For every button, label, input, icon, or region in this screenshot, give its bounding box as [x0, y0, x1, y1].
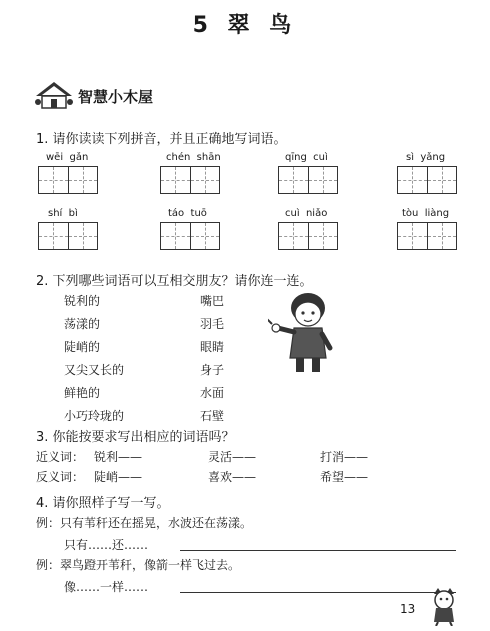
left-word-1[interactable]: 锐利的 [64, 294, 101, 308]
cat-mascot-icon [424, 586, 464, 626]
example-2: 例：翠鸟蹬开苇秆，像箭一样飞过去。 [36, 558, 241, 572]
writing-grid-3[interactable] [278, 166, 338, 194]
left-word-3[interactable]: 陡峭的 [64, 340, 101, 354]
writing-grid-7[interactable] [278, 222, 338, 250]
right-word-1[interactable]: 嘴巴 [200, 294, 225, 308]
synonym-label: 近义词： [36, 450, 85, 464]
example-1: 例：只有苇秆还在摇晃，水波还在荡漾。 [36, 516, 253, 530]
writing-grid-4[interactable] [397, 166, 457, 194]
right-word-4[interactable]: 身子 [200, 363, 225, 377]
writing-grid-1[interactable] [38, 166, 98, 194]
right-word-3[interactable]: 眼睛 [200, 340, 225, 354]
antonym-label: 反义词： [36, 470, 85, 484]
antonym-c[interactable]: 希望—— [320, 470, 369, 484]
lesson-title: 5 翠 鸟 [192, 13, 298, 38]
fill-1-prompt: 只有……还…… [64, 538, 149, 552]
antonym-a[interactable]: 陡峭—— [94, 470, 143, 484]
synonym-a[interactable]: 锐利—— [94, 450, 143, 464]
pinyin-1: wēi gǎn [46, 152, 89, 163]
left-word-5[interactable]: 鲜艳的 [64, 386, 101, 400]
q3-prompt: 3. 你能按要求写出相应的词语吗？ [36, 430, 235, 445]
section-title: 智慧小木屋 [78, 88, 154, 106]
right-word-6[interactable]: 石壁 [200, 409, 225, 423]
boy-illustration [268, 286, 340, 376]
left-word-2[interactable]: 荡漾的 [64, 317, 101, 331]
right-word-5[interactable]: 水面 [200, 386, 225, 400]
fill-2-prompt: 像……一样…… [64, 580, 149, 594]
q1-prompt: 1. 请你读读下列拼音，并且正确地写词语。 [36, 132, 287, 147]
pinyin-3: qīng cuì [285, 152, 328, 163]
right-word-2[interactable]: 羽毛 [200, 317, 225, 331]
writing-grid-8[interactable] [397, 222, 457, 250]
pinyin-6: táo tuō [168, 208, 207, 219]
synonym-c[interactable]: 打消—— [320, 450, 369, 464]
q4-prompt: 4. 请你照样子写一写。 [36, 496, 170, 511]
pinyin-5: shí bì [48, 208, 78, 219]
pinyin-2: chén shān [166, 152, 221, 163]
antonym-b[interactable]: 喜欢—— [208, 470, 257, 484]
q2-prompt: 2. 下列哪些词语可以互相交朋友？请你连一连。 [36, 274, 313, 289]
writing-grid-5[interactable] [38, 222, 98, 250]
answer-line-2[interactable] [180, 592, 456, 593]
hut-icon [34, 80, 74, 110]
pinyin-4: sì yǎng [406, 152, 446, 163]
left-word-6[interactable]: 小巧玲珑的 [64, 409, 125, 423]
synonym-b[interactable]: 灵活—— [208, 450, 257, 464]
pinyin-7: cuì niǎo [285, 208, 328, 219]
writing-grid-2[interactable] [160, 166, 220, 194]
left-word-4[interactable]: 又尖又长的 [64, 363, 125, 377]
page-number: 13 [400, 602, 416, 616]
pinyin-8: tòu liàng [402, 208, 450, 219]
writing-grid-6[interactable] [160, 222, 220, 250]
answer-line-1[interactable] [180, 550, 456, 551]
